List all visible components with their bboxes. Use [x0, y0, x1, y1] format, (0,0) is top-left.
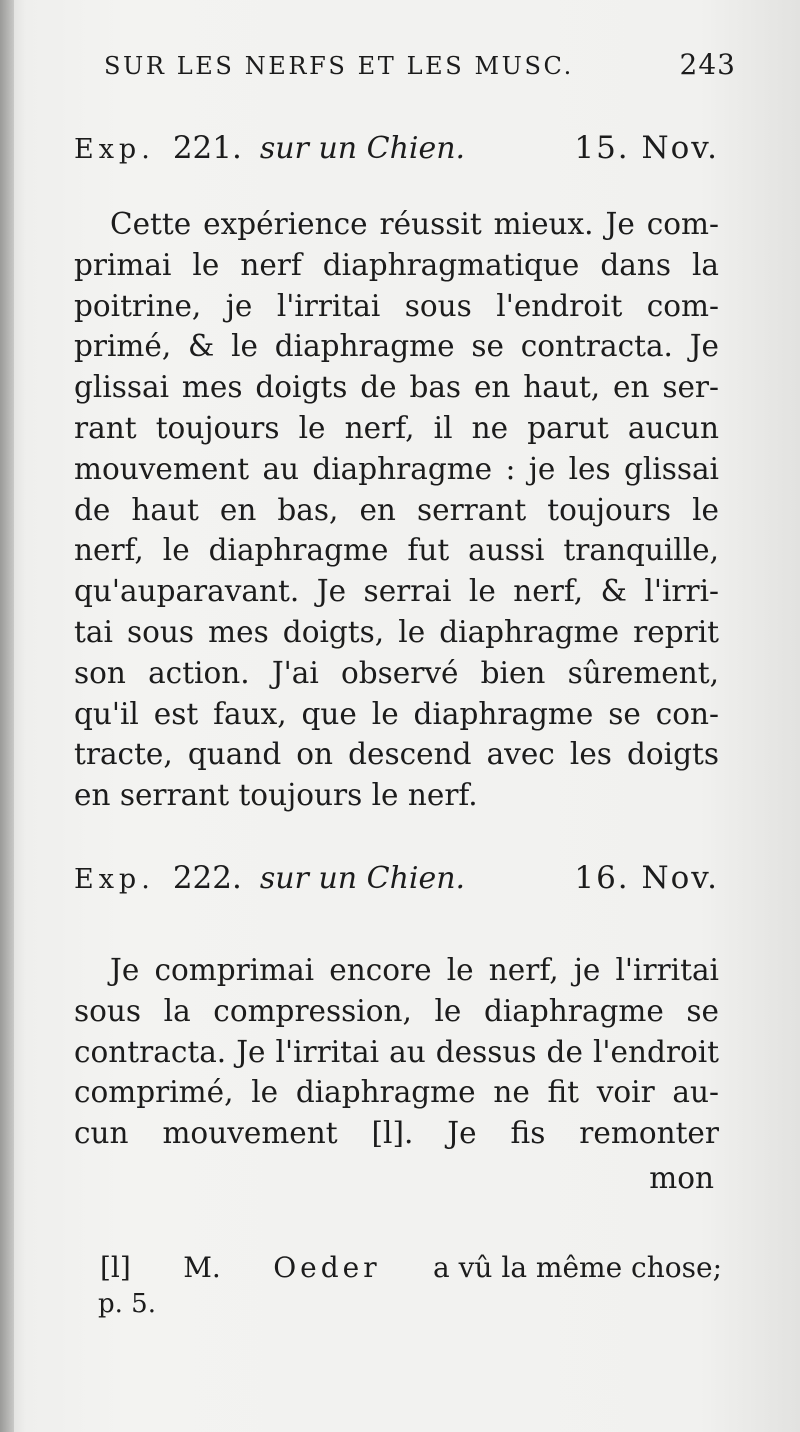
text-line: son action. J'ai observé bien sûrement,: [74, 655, 719, 690]
experiment-label: Exp.: [74, 864, 155, 895]
text-line: qu'il est faux, que le diaphragme se con-: [74, 696, 719, 731]
text-line: poitrine, je l'irritai sous l'endroit com-: [74, 288, 719, 323]
experiment-number: 221.: [172, 130, 242, 166]
footnote-title: M.: [183, 1251, 221, 1284]
experiment-date: 15. Nov.: [574, 130, 719, 166]
text-line: sous la compression, le diaphragme se: [74, 993, 719, 1028]
page-number: 243: [679, 48, 736, 81]
text-line: nerf, le diaphragme fut aussi tranquille,: [74, 533, 719, 568]
experiment-heading: [74, 860, 719, 896]
experiment-number: 222.: [172, 860, 242, 896]
text-line: de haut en bas, en serrant toujours le: [74, 492, 719, 527]
footnote: [100, 1250, 722, 1322]
experiment-text: [74, 950, 719, 1154]
page-spine-shadow: [0, 0, 14, 1432]
text-line: contracta. Je l'irritai au dessus de l'endroit: [74, 1034, 719, 1069]
text-line: rant toujours le nerf, il ne parut aucun: [74, 410, 719, 445]
text-line: mouvement au diaphragme : je les glissai: [74, 451, 719, 486]
text-line: qu'auparavant. Je serrai le nerf, & l'irri-: [74, 574, 719, 609]
experiment-subject: sur un Chien.: [259, 131, 466, 166]
experiment-label: Exp.: [74, 134, 155, 165]
footnote-marker: [l]: [100, 1251, 131, 1284]
text-line: glissai mes doigts de bas en haut, en ser-: [74, 370, 719, 405]
text-line: primé, & le diaphragme se contracta. Je: [74, 329, 719, 364]
footnote-text: a vû la même chose;: [433, 1251, 722, 1284]
experiment-text: [74, 204, 719, 816]
text-line: cun mouvement [l]. Je fis remonter: [74, 1116, 719, 1151]
text-line: tracte, quand on descend avec les doigts: [74, 737, 719, 772]
running-title: SUR LES NERFS ET LES MUSC.: [104, 52, 574, 80]
text-line: primai le nerf diaphragmatique dans la: [74, 247, 719, 282]
text-line: Je comprimai encore le nerf, je l'irritai: [110, 953, 719, 987]
running-header: [104, 48, 736, 81]
text-line: comprimé, le diaphragme ne fit voir au-: [74, 1075, 719, 1110]
text-line: tai sous mes doigts, le diaphragme reprit: [74, 614, 719, 649]
catchword: mon: [649, 1161, 714, 1195]
text-line: en serrant toujours le nerf.: [74, 778, 478, 813]
experiment-date: 16. Nov.: [574, 860, 719, 896]
experiment-subject: sur un Chien.: [259, 861, 466, 896]
footnote-author: Oeder: [273, 1251, 381, 1284]
experiment-heading: [74, 130, 719, 166]
footnote-page-ref: p. 5.: [98, 1289, 156, 1319]
text-line: Cette expérience réussit mieux. Je com-: [110, 207, 719, 241]
